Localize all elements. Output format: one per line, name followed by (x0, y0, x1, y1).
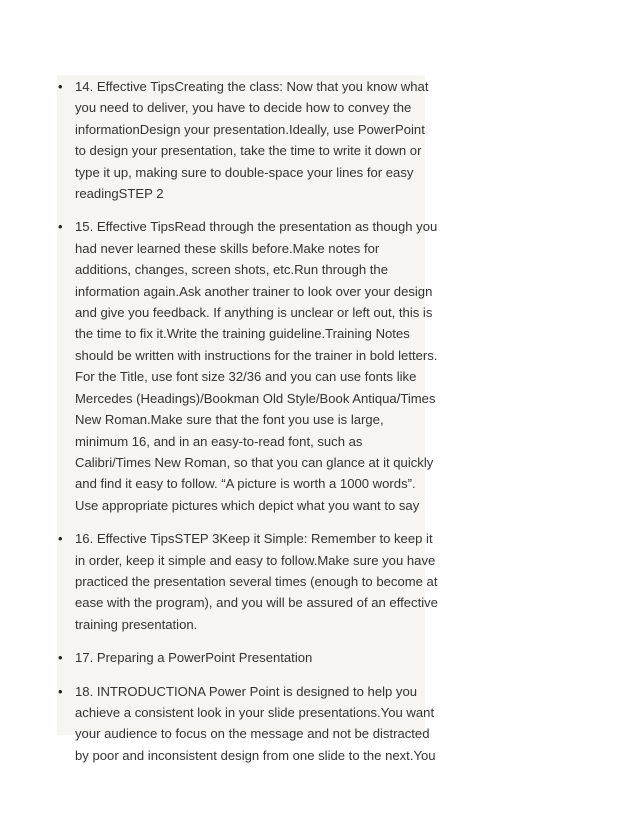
text-line: ease with the program), and you will be assured of an effective (75, 595, 438, 611)
list-item-14 (0, 76, 638, 204)
text-line: and give you feedback. If anything is unclear or left out, this is (75, 305, 433, 321)
text-line: New Roman.Make sure that the font you use is large, (75, 412, 384, 428)
text-line: 17. Preparing a PowerPoint Presentation (75, 650, 313, 666)
text-line: informationDesign your presentation.Ideally, use PowerPoint (75, 121, 425, 137)
bullet-icon: • (58, 650, 63, 666)
text-line: 14. Effective TipsCreating the class: Now that you know what (75, 79, 429, 94)
text-line: 18. INTRODUCTIONA Power Point is designed to help you (75, 683, 418, 699)
text-line: and find it easy to follow. “A picture is worth a 1000 words”. (75, 476, 416, 492)
item-text (75, 681, 638, 767)
text-line: to design your presentation, take the time to write it down or (75, 143, 422, 159)
bullet-list (0, 76, 638, 778)
item-text (75, 216, 638, 516)
text-line: additions, changes, screen shots, etc.Run through the (75, 262, 388, 278)
text-line: type it up, making sure to double-space your lines for easy (75, 164, 414, 180)
text-line: achieve a consistent look in your slide presentations.You want (75, 704, 435, 720)
text-line: For the Title, use font size 32/36 and you can use fonts like (75, 369, 417, 385)
text-line: Calibri/Times New Roman, so that you can glance at it quickly (75, 454, 434, 470)
text-line: by poor and inconsistent design from one slide to the next.You (75, 747, 436, 763)
text-line: the time to fix it.Write the training guideline.Training Notes (75, 326, 410, 342)
list-item-15 (0, 216, 638, 516)
item-text (75, 647, 638, 668)
text-line: practiced the presentation several times (enough to become at (75, 573, 438, 589)
list-item-16 (0, 528, 638, 635)
text-line: readingSTEP 2 (75, 186, 164, 202)
text-line: should be written with instructions for the trainer in bold letters. (75, 347, 438, 363)
text-line: in order, keep it simple and easy to follow.Make sure you have (75, 552, 436, 568)
text-line: you need to deliver, you have to decide how to convey the (75, 100, 412, 116)
text-line: training presentation. (75, 616, 198, 632)
text-line: information again.Ask another trainer to look over your design (75, 283, 433, 299)
text-line: had never learned these skills before.Make notes for (75, 240, 380, 256)
text-line: minimum 16, and in an easy-to-read font, such as (75, 433, 363, 449)
text-line: Mercedes (Headings)/Bookman Old Style/Book Antiqua/Times (75, 390, 436, 406)
bullet-icon: • (58, 79, 63, 94)
item-text (75, 528, 638, 635)
text-line: your audience to focus on the message and not be distracted (75, 726, 430, 742)
list-item-17 (0, 647, 638, 668)
bullet-icon: • (58, 531, 63, 547)
text-line: 16. Effective TipsSTEP 3Keep it Simple: Remember to keep it (75, 531, 433, 547)
bullet-icon: • (58, 219, 63, 235)
item-text (75, 76, 638, 204)
text-line: Use appropriate pictures which depict what you want to say (75, 497, 420, 513)
bullet-icon: • (58, 683, 63, 699)
list-item-18 (0, 681, 638, 767)
text-line: 15. Effective TipsRead through the presentation as though you (75, 219, 438, 235)
